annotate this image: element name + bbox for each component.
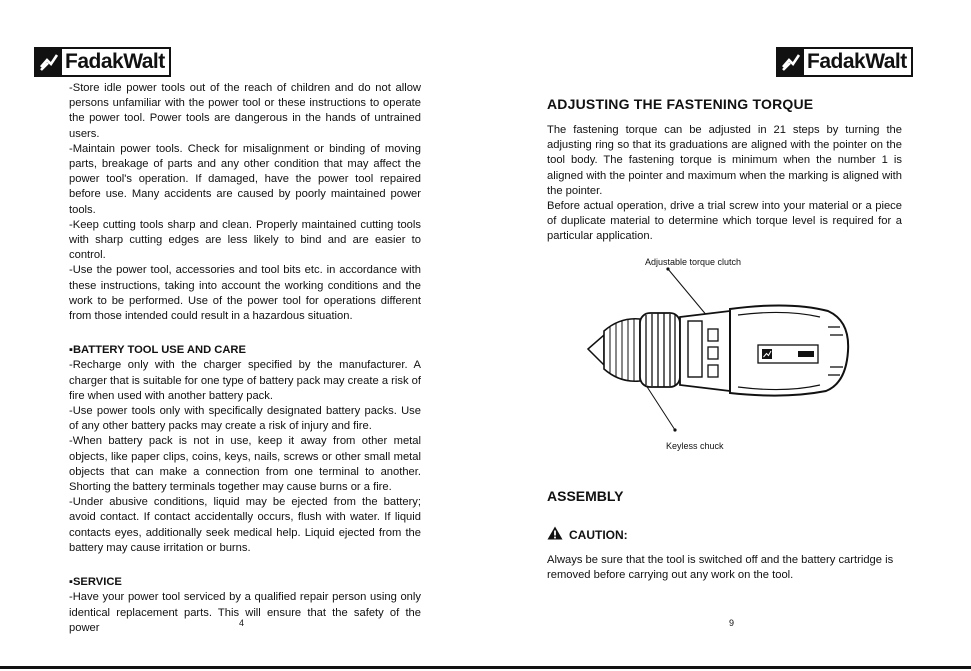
paragraph: -Store idle power tools out of the reach of children and do not allow persons unfamiliar with the power tool or these instructions to operate the power tool. Power tools are dangerous in the hands of untrained users. xyxy=(69,82,421,140)
brand-logo-icon xyxy=(36,49,62,75)
paragraph: Before actual operation, drive a trial screw into your material or a piece of duplicate material to determine which torque level is required for a particular application. xyxy=(547,200,902,243)
brand-logo xyxy=(34,47,171,77)
brand-logo xyxy=(776,47,913,77)
paragraph: -Under abusive conditions, liquid may be ejected from the battery; avoid contact. If contact accidentally occurs, flush with water. If liquid contacts eyes, additionally seek medical help. Liquid ejected from the battery may cause irritation or burns. xyxy=(69,496,421,554)
caution-text: Always be sure that the tool is switched off and the battery cartridge is removed before carrying out any work on the tool. xyxy=(547,554,894,582)
paragraph: -Recharge only with the charger specified by the manufacturer. A charger that is suitable for one type of battery pack may create a risk of fire when used with another battery pack. xyxy=(69,359,421,402)
page-number: 9 xyxy=(729,618,735,628)
figure-label-keyless-chuck: Keyless chuck xyxy=(666,441,724,451)
paragraph: -Keep cutting tools sharp and clean. Properly maintained cutting tools with sharp cutting edges are less likely to bind and are easier to control. xyxy=(69,218,421,262)
drill-illustration xyxy=(580,255,880,455)
warning-triangle-icon xyxy=(547,526,563,543)
service-section-heading: ▪SERVICE xyxy=(69,576,122,589)
battery-section-heading: ▪BATTERY TOOL USE AND CARE xyxy=(69,344,246,357)
paragraph: -Have your power tool serviced by a qualified repair person using only identical replacement parts. This will ensure that the safety of the power xyxy=(69,591,421,634)
brand-name: FadakWalt xyxy=(65,50,165,73)
right-page xyxy=(485,0,971,671)
paragraph: -When battery pack is not in use, keep it away from other metal objects, like paper clips, coins, keys, nails, screws or other small metal objects that can make a connection from one terminal to another. Shorting the battery terminals together may cause burns or a fire. xyxy=(69,435,421,494)
section-heading-torque: ADJUSTING THE FASTENING TORQUE xyxy=(547,96,814,112)
drill-figure xyxy=(580,255,880,455)
brand-logo-icon xyxy=(778,49,804,75)
paragraph: The fastening torque can be adjusted in 21 steps by turning the adjusting ring so that its graduations are aligned with the pointer on the tool body. The fastening torque is minimum when the number 1 is aligned with the pointer and maximum when the marking is aligned with the pointer. xyxy=(547,124,902,197)
section-heading-assembly: ASSEMBLY xyxy=(547,488,624,504)
left-page xyxy=(0,0,485,671)
brand-name: FadakWalt xyxy=(807,50,907,73)
paragraph: -Maintain power tools. Check for misalignment or binding of moving parts, breakage of parts and any other condition that may affect the power tool's operation. If damaged, have the power tool repaired before use. Many accidents are caused by poorly maintained power tools. xyxy=(69,142,421,216)
caution-heading xyxy=(547,526,628,543)
caution-label: CAUTION: xyxy=(569,527,628,542)
figure-label-torque-clutch: Adjustable torque clutch xyxy=(645,257,742,267)
bottom-rule xyxy=(0,666,971,669)
paragraph: -Use the power tool, accessories and tool bits etc. in accordance with these instructions, taking into account the working conditions and the work to be performed. Use of the power tool for operations different from those intended could result in a hazardous situation. xyxy=(69,264,421,323)
caution-text-block xyxy=(547,553,907,583)
paragraph: -Use power tools only with specifically designated battery packs. Use of any other battery packs may create a risk of injury and fire. xyxy=(69,405,421,433)
page-number: 4 xyxy=(239,618,245,628)
right-body-text xyxy=(547,123,902,245)
left-body-text xyxy=(69,81,421,636)
